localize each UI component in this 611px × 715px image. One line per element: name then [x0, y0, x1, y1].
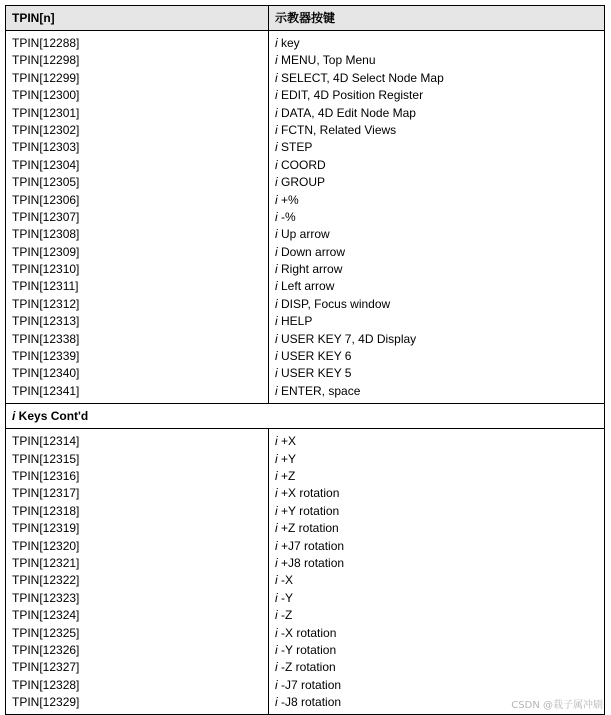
tpin-cell: TPIN[12329] [12, 695, 80, 710]
key-label: -X [277, 573, 294, 588]
key-cell [269, 365, 604, 382]
tpin-cell: TPIN[12313] [12, 314, 80, 329]
key-label: -Y rotation [277, 642, 337, 657]
tpin-cell: TPIN[12325] [12, 625, 80, 640]
i-mark: i [275, 314, 278, 329]
i-mark: i [275, 296, 278, 311]
i-mark: i [275, 642, 278, 657]
key-label: Up arrow [277, 227, 330, 242]
key-cell [269, 538, 604, 555]
key-cell [269, 607, 604, 624]
key-cell [269, 677, 604, 694]
tpin-cell: TPIN[12304] [12, 157, 80, 172]
tpin-cell: TPIN[12300] [12, 88, 80, 103]
key-label: DATA, 4D Edit Node Map [277, 105, 416, 120]
key-label: Down arrow [277, 244, 346, 259]
key-cell [269, 122, 604, 139]
tpin-cell: TPIN[12311] [12, 279, 79, 294]
group-main-keys [6, 31, 604, 404]
i-mark: i [275, 279, 278, 294]
i-mark: i [275, 175, 278, 190]
i-mark: i [275, 53, 278, 68]
key-label: STEP [277, 140, 313, 155]
key-cell [269, 35, 604, 52]
key-cell [269, 139, 604, 156]
key-cell [269, 296, 604, 313]
key-cell [269, 157, 604, 174]
key-label: +Z rotation [277, 521, 339, 536]
tpin-cell: TPIN[12317] [12, 486, 80, 501]
tpin-cell: TPIN[12328] [12, 677, 80, 692]
section-keys-contd [6, 404, 604, 429]
key-label: ENTER, space [277, 383, 361, 398]
key-label: +X rotation [277, 486, 340, 501]
key-label: -Y [277, 590, 294, 605]
i-mark: i [275, 70, 278, 85]
tpin-cell: TPIN[12288] [12, 36, 80, 50]
i-mark: i [275, 383, 278, 398]
tpin-cell: TPIN[12306] [12, 192, 80, 207]
key-cell [269, 348, 604, 365]
tpin-cell: TPIN[12316] [12, 468, 80, 483]
i-mark: i [275, 521, 278, 536]
i-mark: i [275, 122, 278, 137]
key-label: EDIT, 4D Position Register [277, 88, 424, 103]
i-mark: i [275, 105, 278, 120]
key-cell [269, 468, 604, 485]
i-mark: i [275, 538, 278, 553]
tpin-cell: TPIN[12310] [12, 262, 80, 277]
i-mark: i [275, 468, 278, 483]
tpin-cell: TPIN[12318] [12, 503, 80, 518]
key-cell [269, 192, 604, 209]
i-mark: i [275, 608, 278, 623]
tpin-cell: TPIN[12314] [12, 434, 80, 449]
section-label: Keys Cont'd [15, 409, 89, 424]
key-cell [269, 642, 604, 659]
key-cell [269, 503, 604, 520]
key-label: USER KEY 6 [277, 349, 352, 364]
i-mark: i [275, 331, 278, 346]
key-label: HELP [277, 314, 313, 329]
key-column [269, 31, 604, 403]
tpin-cell: TPIN[12322] [12, 573, 80, 588]
key-cell [269, 625, 604, 642]
tpin-cell: TPIN[12323] [12, 590, 80, 605]
key-cell [269, 105, 604, 122]
key-label: GROUP [277, 175, 326, 190]
key-cell [269, 590, 604, 607]
i-mark: i [275, 434, 278, 449]
i-mark: i [275, 262, 278, 277]
key-cell [269, 331, 604, 348]
i-mark: i [275, 555, 278, 570]
key-label: SELECT, 4D Select Node Map [277, 70, 444, 85]
key-label: +% [277, 192, 299, 207]
i-mark: i [275, 349, 278, 364]
i-mark: i [275, 660, 278, 675]
i-mark: i [275, 677, 278, 692]
i-mark: i [275, 503, 278, 518]
key-label: +J7 rotation [277, 538, 345, 553]
tpin-cell: TPIN[12301] [12, 105, 80, 120]
key-column [269, 429, 604, 714]
tpin-cell: TPIN[12303] [12, 140, 80, 155]
key-label: +Z [277, 468, 296, 483]
key-label: MENU, Top Menu [277, 53, 376, 68]
key-cell [269, 278, 604, 295]
key-label: Right arrow [277, 262, 343, 277]
tpin-cell: TPIN[12315] [12, 451, 80, 466]
tpin-column [6, 429, 269, 714]
tpin-cell: TPIN[12312] [12, 296, 80, 311]
i-mark: i [275, 157, 278, 172]
key-label: key [277, 36, 300, 50]
i-mark: i [275, 244, 278, 259]
key-cell [269, 209, 604, 226]
key-cell [269, 383, 604, 400]
i-mark: i [275, 88, 278, 103]
key-label: Left arrow [277, 279, 335, 294]
i-mark: i [275, 625, 278, 640]
key-cell [269, 87, 604, 104]
tpin-cell: TPIN[12324] [12, 608, 80, 623]
key-cell [269, 433, 604, 450]
key-label: +Y [277, 451, 297, 466]
key-label: USER KEY 5 [277, 366, 352, 381]
key-cell [269, 70, 604, 87]
i-mark: i [275, 227, 278, 242]
i-mark: i [275, 140, 278, 155]
key-cell [269, 244, 604, 261]
i-mark: i [275, 36, 278, 50]
tpin-cell: TPIN[12305] [12, 175, 80, 190]
tpin-cell: TPIN[12307] [12, 209, 80, 224]
tpin-cell: TPIN[12340] [12, 366, 80, 381]
key-label: -X rotation [277, 625, 337, 640]
watermark: CSDN @栽子属冲刷 [511, 700, 603, 711]
key-cell [269, 451, 604, 468]
i-mark: i [275, 573, 278, 588]
key-label: -Z rotation [277, 660, 336, 675]
key-label: FCTN, Related Views [277, 122, 397, 137]
i-mark: i [275, 695, 278, 710]
tpin-cell: TPIN[12338] [12, 331, 80, 346]
key-label: +Y rotation [277, 503, 340, 518]
key-label: +J8 rotation [277, 555, 345, 570]
tpin-cell: TPIN[12341] [12, 383, 80, 398]
tpin-cell: TPIN[12320] [12, 538, 80, 553]
tpin-cell: TPIN[12319] [12, 521, 80, 536]
i-mark: i [275, 451, 278, 466]
tpin-cell: TPIN[12309] [12, 244, 80, 259]
key-cell [269, 659, 604, 676]
key-cell [269, 572, 604, 589]
table-header-row [6, 6, 604, 31]
key-label: -% [277, 209, 296, 224]
key-label: USER KEY 7, 4D Display [277, 331, 417, 346]
key-mapping-table [5, 5, 605, 715]
key-cell [269, 313, 604, 330]
tpin-cell: TPIN[12326] [12, 642, 80, 657]
key-label: -J7 rotation [277, 677, 342, 692]
key-label: COORD [277, 157, 326, 172]
key-label: -J8 rotation [277, 695, 342, 710]
group-jog-keys [6, 429, 604, 714]
tpin-cell: TPIN[12327] [12, 660, 80, 675]
tpin-cell: TPIN[12308] [12, 227, 80, 242]
key-cell [269, 485, 604, 502]
key-cell [269, 174, 604, 191]
tpin-cell: TPIN[12302] [12, 122, 80, 137]
key-cell [269, 555, 604, 572]
key-cell [269, 226, 604, 243]
key-cell [269, 52, 604, 69]
tpin-cell: TPIN[12299] [12, 70, 80, 85]
tpin-cell: TPIN[12321] [12, 555, 80, 570]
header-tpin: TPIN[n] [6, 6, 269, 30]
tpin-column [6, 31, 269, 403]
i-mark: i [12, 409, 16, 424]
i-mark: i [275, 366, 278, 381]
i-mark: i [275, 192, 278, 207]
i-mark: i [275, 209, 278, 224]
key-label: DISP, Focus window [277, 296, 391, 311]
key-label: -Z [277, 608, 293, 623]
key-cell [269, 261, 604, 278]
header-teach-pendant-key: 示教器按键 [275, 11, 336, 25]
tpin-cell: TPIN[12298] [12, 53, 80, 68]
i-mark: i [275, 590, 278, 605]
key-label: +X [277, 434, 297, 449]
i-mark: i [275, 486, 278, 501]
tpin-cell: TPIN[12339] [12, 349, 80, 364]
key-cell [269, 520, 604, 537]
